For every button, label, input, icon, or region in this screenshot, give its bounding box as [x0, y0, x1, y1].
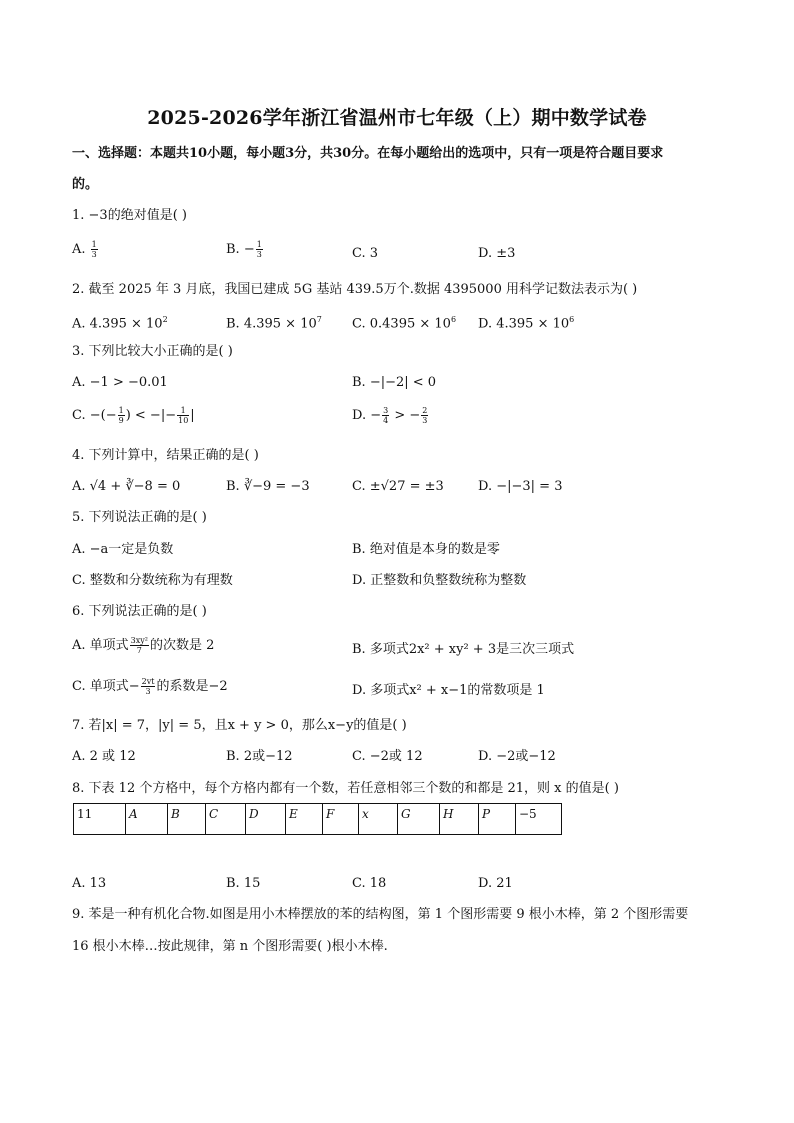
q8-number-grid	[73, 803, 562, 835]
q6-option-d: D. 多项式x² + x−1的常数项是 1	[352, 683, 545, 698]
q6-a-fraction: $\frac{\text{3xy²}}{7}$	[130, 636, 148, 655]
q5-option-d: D. 正整数和负整数统称为整数	[352, 573, 527, 588]
q7-stem: 7. 若|x| = 7，|y| = 5，且x + y > 0，那么x−y的值是( )	[72, 718, 407, 733]
q5-option-b: B. 绝对值是本身的数是零	[352, 542, 500, 557]
grid-cell-3: B	[168, 804, 206, 835]
q8-option-d: D. 21	[478, 876, 513, 891]
q6-stem: 6. 下列说法正确的是( )	[72, 604, 207, 619]
grid-cell-11: P	[479, 804, 516, 835]
page-title: 2025-2026学年浙江省温州市七年级（上）期中数学试卷	[147, 107, 647, 129]
q3-option-a: A. −1 > −0.01	[72, 375, 168, 390]
q6-option-a: A. 单项式 $\frac{\text{3xy²}}{7}$ 的次数是 2	[72, 636, 215, 655]
grid-cell-7: F	[323, 804, 359, 835]
q5-option-a: A. −a一定是负数	[72, 542, 174, 557]
q9-stem-line2: 16 根小木棒…按此规律，第 n 个图形需要( )根小木棒.	[72, 939, 388, 954]
grid-cell-9: G	[398, 804, 440, 835]
q1-option-d: D. ±3	[478, 246, 516, 261]
q6-option-b: B. 多项式2x² + xy² + 3是三次三项式	[352, 642, 575, 657]
q6-c-fraction: $\frac{2vt}{3}$	[141, 677, 155, 696]
q3-stem: 3. 下列比较大小正确的是( )	[72, 344, 233, 359]
q2-option-d: D. $4.395 \times 10^6$	[478, 315, 575, 332]
grid-cell-5: D	[246, 804, 286, 835]
grid-cell-8: x	[359, 804, 398, 835]
q8-option-c: C. 18	[352, 876, 387, 891]
q1-a-fraction: $\frac{1}{3}$	[91, 240, 97, 259]
q2-option-b: B. $4.395 \times 10^7$	[226, 315, 322, 332]
grid-row	[74, 804, 562, 835]
q1-option-c: C. 3	[352, 246, 379, 261]
q5-stem: 5. 下列说法正确的是( )	[72, 510, 207, 525]
q3-option-d: D. − $\frac{3}{4}$ > − $\frac{2}{3}$	[352, 406, 428, 425]
q7-option-a: A. 2 或 12	[72, 749, 136, 764]
q5-option-c: C. 整数和分数统称为有理数	[72, 573, 233, 588]
grid-cell-2: A	[126, 804, 168, 835]
grid-cell-6: E	[286, 804, 323, 835]
q3-c-fraction-1: $\frac{1}{9}$	[118, 406, 124, 425]
q4-option-d: D. −|−3| = 3	[478, 479, 563, 494]
grid-cell-4: C	[206, 804, 246, 835]
q1-stem: 1. −3的绝对值是( )	[72, 208, 187, 223]
q3-c-fraction-2: $\frac{1}{10}$	[178, 406, 189, 425]
q2-option-c: C. $0.4395 \times 10^6$	[352, 315, 457, 332]
q3-d-fraction-1: $\frac{3}{4}$	[383, 406, 389, 425]
grid-cell-12: −5	[516, 804, 562, 835]
q8-stem: 8. 下表 12 个方格中，每个方格内都有一个数，若任意相邻三个数的和都是 21，则 x 的值是( )	[72, 781, 619, 796]
q8-option-a: A. 13	[72, 876, 107, 891]
q7-option-b: B. 2或−12	[226, 749, 293, 764]
q9-stem-line1: 9. 苯是一种有机化合物.如图是用小木棒摆放的苯的结构图，第 1 个图形需要 9 根小木棒，第 2 个图形需要	[72, 907, 689, 922]
q1-option-a: A. $\frac{1}{3}$	[72, 240, 97, 259]
q3-option-c: C. −(− $\frac{1}{9}$ ) < −|− $\frac{1}{10}$ |	[72, 406, 195, 425]
q4-stem: 4. 下列计算中，结果正确的是( )	[72, 448, 259, 463]
q8-option-b: B. 15	[226, 876, 261, 891]
grid-cell-1: 11	[74, 804, 126, 835]
q2-option-a: A. $4.395 \times 10^2$	[72, 315, 168, 332]
section-heading-line1: 一、选择题：本题共10小题，每小题3分，共30分。在每小题给出的选项中，只有一项是符合题目要求	[72, 146, 664, 161]
q4-option-a: A. √4 + ∛−8 = 0	[72, 479, 181, 494]
q3-option-b: B. −|−2| < 0	[352, 375, 437, 390]
section-heading-line2: 的。	[72, 177, 99, 192]
grid-cell-10: H	[440, 804, 479, 835]
q1-b-fraction: $\frac{1}{3}$	[256, 240, 262, 259]
q7-option-c: C. −2或 12	[352, 749, 423, 764]
q4-option-c: C. ±√27 = ±3	[352, 479, 444, 494]
q3-d-fraction-2: $\frac{2}{3}$	[422, 406, 428, 425]
q4-option-b: B. ∛−9 = −3	[226, 479, 310, 494]
q7-option-d: D. −2或−12	[478, 749, 556, 764]
q2-stem: 2. 截至 2025 年 3 月底，我国已建成 5G 基站 439.5万个.数据 4395000 用科学记数法表示为( )	[72, 282, 638, 297]
q6-option-c: C. 单项式− $\frac{2vt}{3}$ 的系数是−2	[72, 677, 228, 696]
q1-option-b: B. − $\frac{1}{3}$	[226, 240, 262, 259]
